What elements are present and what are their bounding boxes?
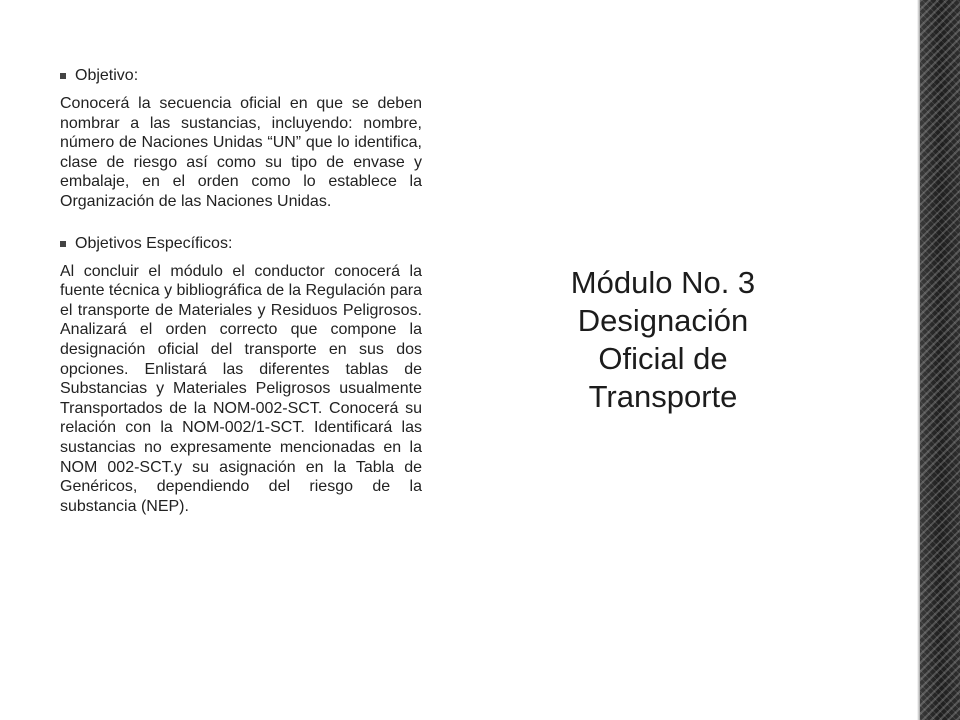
decorative-texture-strip bbox=[920, 0, 960, 720]
objetivo-text: Conocerá la secuencia oficial en que se deben nombrar a las sustancias, incluyendo: nombre, número de Naciones Unidas “UN” que lo identifica, clase de riesgo así como su tipo de envase y embalaje, en el orden como lo establece la Organización de las Naciones Unidas. bbox=[60, 95, 422, 210]
objetivo-heading: Objetivo: bbox=[75, 67, 139, 84]
bullet-objetivos-especificos bbox=[60, 234, 422, 254]
objetivos-especificos-heading: Objetivos Específicos: bbox=[75, 234, 233, 252]
slide-title bbox=[520, 264, 806, 416]
square-bullet-icon bbox=[60, 241, 66, 247]
title-line-4: Transporte bbox=[588, 379, 738, 414]
title-line-3: Oficial de bbox=[598, 341, 728, 376]
title-line-2: Designación bbox=[577, 303, 749, 338]
bullet-objetivo bbox=[60, 66, 422, 86]
title-line-1: Módulo No. 3 bbox=[570, 265, 756, 300]
objetivos-especificos-text: Al concluir el módulo el conductor conocerá la fuente técnica y bibliográfica de la Regulación para el transporte de Materiales y Residuos Peligrosos. Analizará el orden correcto que compone la designación oficial del transporte en sus dos opciones. Enlistará las diferentes tablas de Substancias y Materiales Peligrosos usualmente Transportados de la NOM-002-SCT. Conocerá su relación con la NOM-002/1-SCT. Identificará las sustancias no expresamente mencionadas en la NOM 002-SCT.y su asignación en la Tabla de Genéricos, dependiendo del riesgo de la substancia (NEP). bbox=[60, 262, 423, 515]
slide-body bbox=[60, 66, 422, 538]
square-bullet-icon bbox=[60, 73, 66, 79]
